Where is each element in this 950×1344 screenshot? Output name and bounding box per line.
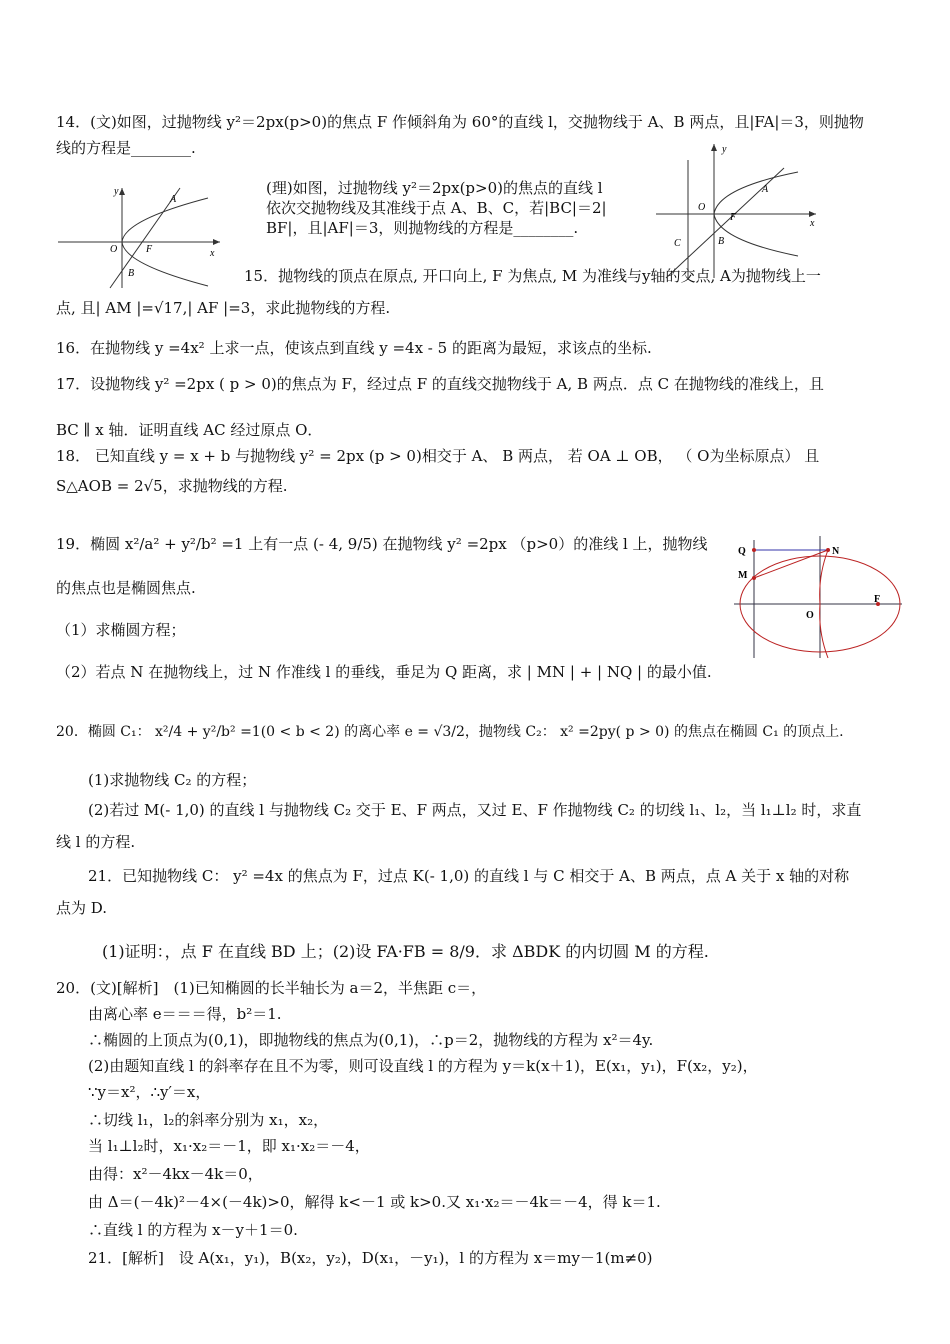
solution-20-line-9: 由 Δ＝(－4k)²－4×(－4k)>0，解得 k<－1 或 k>0.又 x₁·x₂＝－4k＝－4，得 k＝1. xyxy=(88,1193,661,1211)
fig1-b-label: B xyxy=(128,268,135,279)
fig2-b-label: B xyxy=(718,236,725,247)
figure-19 xyxy=(734,536,906,660)
solution-20-line-7: 当 l₁⊥l₂时，x₁·x₂＝－1，即 x₁·x₂＝－4， xyxy=(88,1137,370,1155)
solution-20-line-4: (2)由题知直线 l 的斜率存在且不为零，则可设直线 l 的方程为 y＝k(x＋1)，E(x₁，y₁)，F(x₂，y₂)， xyxy=(88,1057,758,1075)
problem-20-part-2: (2)若过 M(- 1,0) 的直线 l 与抛物线 C₂ 交于 E、F 两点，又过 E、F 作抛物线 C₂ 的切线 l₁、l₂，当 l₁⊥l₂ 时，求直 xyxy=(88,801,862,819)
problem-17-line-2: BC ∥ x 轴．证明直线 AC 经过原点 O． xyxy=(56,421,323,439)
fig1-x-label: x xyxy=(210,248,215,259)
fig1-y-label: y xyxy=(114,186,119,197)
fig2-o-label: O xyxy=(698,202,706,213)
problem-14-line-1: 14．(文)如图，过抛物线 y²＝2px(p>0)的焦点 F 作倾斜角为 60°的直线 l，交抛物线于 A、B 两点，且|FA|＝3，则抛物 xyxy=(56,113,864,131)
fig2-f-label: F xyxy=(730,212,737,223)
fig2-a-label: A xyxy=(762,184,769,195)
problem-18-line-2: S△AOB = 2√5，求抛物线的方程. xyxy=(56,477,288,495)
problem-14-line-2: 线的方程是________. xyxy=(56,139,196,157)
fig1-f-label: F xyxy=(146,244,153,255)
solution-20-line-10: ∴直线 l 的方程为 x－y＋1＝0. xyxy=(88,1221,298,1239)
problem-19-part-1: （1）求椭圆方程； xyxy=(56,621,186,639)
fig3-q-label: Q xyxy=(738,546,746,557)
problem-20-part-2-cont: 线 l 的方程. xyxy=(56,833,136,851)
fig3-n-label: N xyxy=(832,546,840,557)
solution-20-line-1: 20．(文)[解析] (1)已知椭圆的长半轴长为 a＝2，半焦距 c＝， xyxy=(56,979,487,997)
solution-20-line-6: ∴切线 l₁，l₂的斜率分别为 x₁，x₂， xyxy=(88,1111,329,1129)
solution-20-line-3: ∴椭圆的上顶点为(0,1)，即抛物线的焦点为(0,1)，∴p＝2，抛物线的方程为 x²＝4y. xyxy=(88,1031,654,1049)
problem-14-li-line-1: (理)如图，过抛物线 y²＝2px(p>0)的焦点的直线 l xyxy=(266,179,603,197)
problem-14-li-line-2: 依次交抛物线及其准线于点 A、B、C，若|BC|＝2| xyxy=(266,199,607,217)
solution-20-line-5: ∵y＝x²，∴y′＝x， xyxy=(88,1083,211,1101)
fig2-y-label: y xyxy=(722,144,727,155)
fig2-c-label: C xyxy=(674,238,681,249)
problem-19-line-1: 19．椭圆 x²/a² + y²/b² =1 上有一点 (- 4, 9/5) 在抛物线 y² =2px （p>0）的准线 l 上，抛物线 xyxy=(56,535,708,553)
problem-21-line-2: 点为 D. xyxy=(56,899,108,917)
figure-14-li xyxy=(656,140,822,280)
problem-19-line-2: 的焦点也是椭圆焦点. xyxy=(56,579,196,597)
problem-14-li-line-3: BF|，且|AF|＝3，则抛物线的方程是________. xyxy=(266,219,579,237)
problem-17-line-1: 17．设抛物线 y² =2px ( p > 0)的焦点为 F，经过点 F 的直线交抛物线于 A, B 两点．点 C 在抛物线的准线上，且 xyxy=(56,375,824,393)
solution-20-line-8: 由得：x²－4kx－4k＝0， xyxy=(88,1165,263,1183)
problem-16: 16．在抛物线 y =4x² 上求一点，使该点到直线 y =4x - 5 的距离为最短，求该点的坐标. xyxy=(56,339,652,357)
problem-18-line-1: 18． 已知直线 y = x + b 与抛物线 y² = 2px (p > 0)相交于 A、 B 两点， 若 OA ⊥ OB， （ O为坐标原点） 且 xyxy=(56,447,820,465)
problem-21-parts: (1)证明：，点 F 在直线 BD 上；(2)设 FA·FB = 8/9．求 ΔBDK 的内切圆 M 的方程. xyxy=(102,942,709,961)
fig3-o-label: O xyxy=(806,610,814,621)
fig3-f-label: F xyxy=(874,594,881,605)
problem-19-part-2: （2）若点 N 在抛物线上，过 N 作准线 l 的垂线，垂足为 Q 距离，求 | MN | + | NQ | 的最小值. xyxy=(56,663,712,681)
fig2-x-label: x xyxy=(810,218,815,229)
fig3-m-label: M xyxy=(738,570,748,581)
solution-21-line-1: 21．[解析] 设 A(x₁，y₁)，B(x₂，y₂)，D(x₁，－y₁)，l 的方程为 x＝my－1(m≠0) xyxy=(88,1249,653,1267)
problem-21-line-1: 21．已知抛物线 C： y² =4x 的焦点为 F，过点 K(- 1,0) 的直线 l 与 C 相交于 A、B 两点，点 A 关于 x 轴的对称 xyxy=(88,867,850,885)
fig1-o-label: O xyxy=(110,244,118,255)
problem-15-line-2: 点, 且| AM |=√17,| AF |=3，求此抛物线的方程. xyxy=(56,299,391,317)
problem-20-line-1: 20．椭圆 C₁： x²/4 + y²/b² =1(0 < b < 2) 的离心率 e = √3/2，抛物线 C₂： x² =2py( p > 0) 的焦点在椭圆 C₁ 的顶点上. xyxy=(56,724,844,740)
problem-20-part-1: (1)求抛物线 C₂ 的方程； xyxy=(88,771,257,789)
solution-20-line-2: 由离心率 e＝＝＝得，b²＝1. xyxy=(88,1005,282,1023)
fig1-a-label: A xyxy=(170,194,177,205)
figure-14-wen xyxy=(58,180,228,292)
problem-15-line-1: 15．抛物线的顶点在原点, 开口向上, F 为焦点, M 为准线与y轴的交点, A为抛物线上一 xyxy=(244,267,821,285)
